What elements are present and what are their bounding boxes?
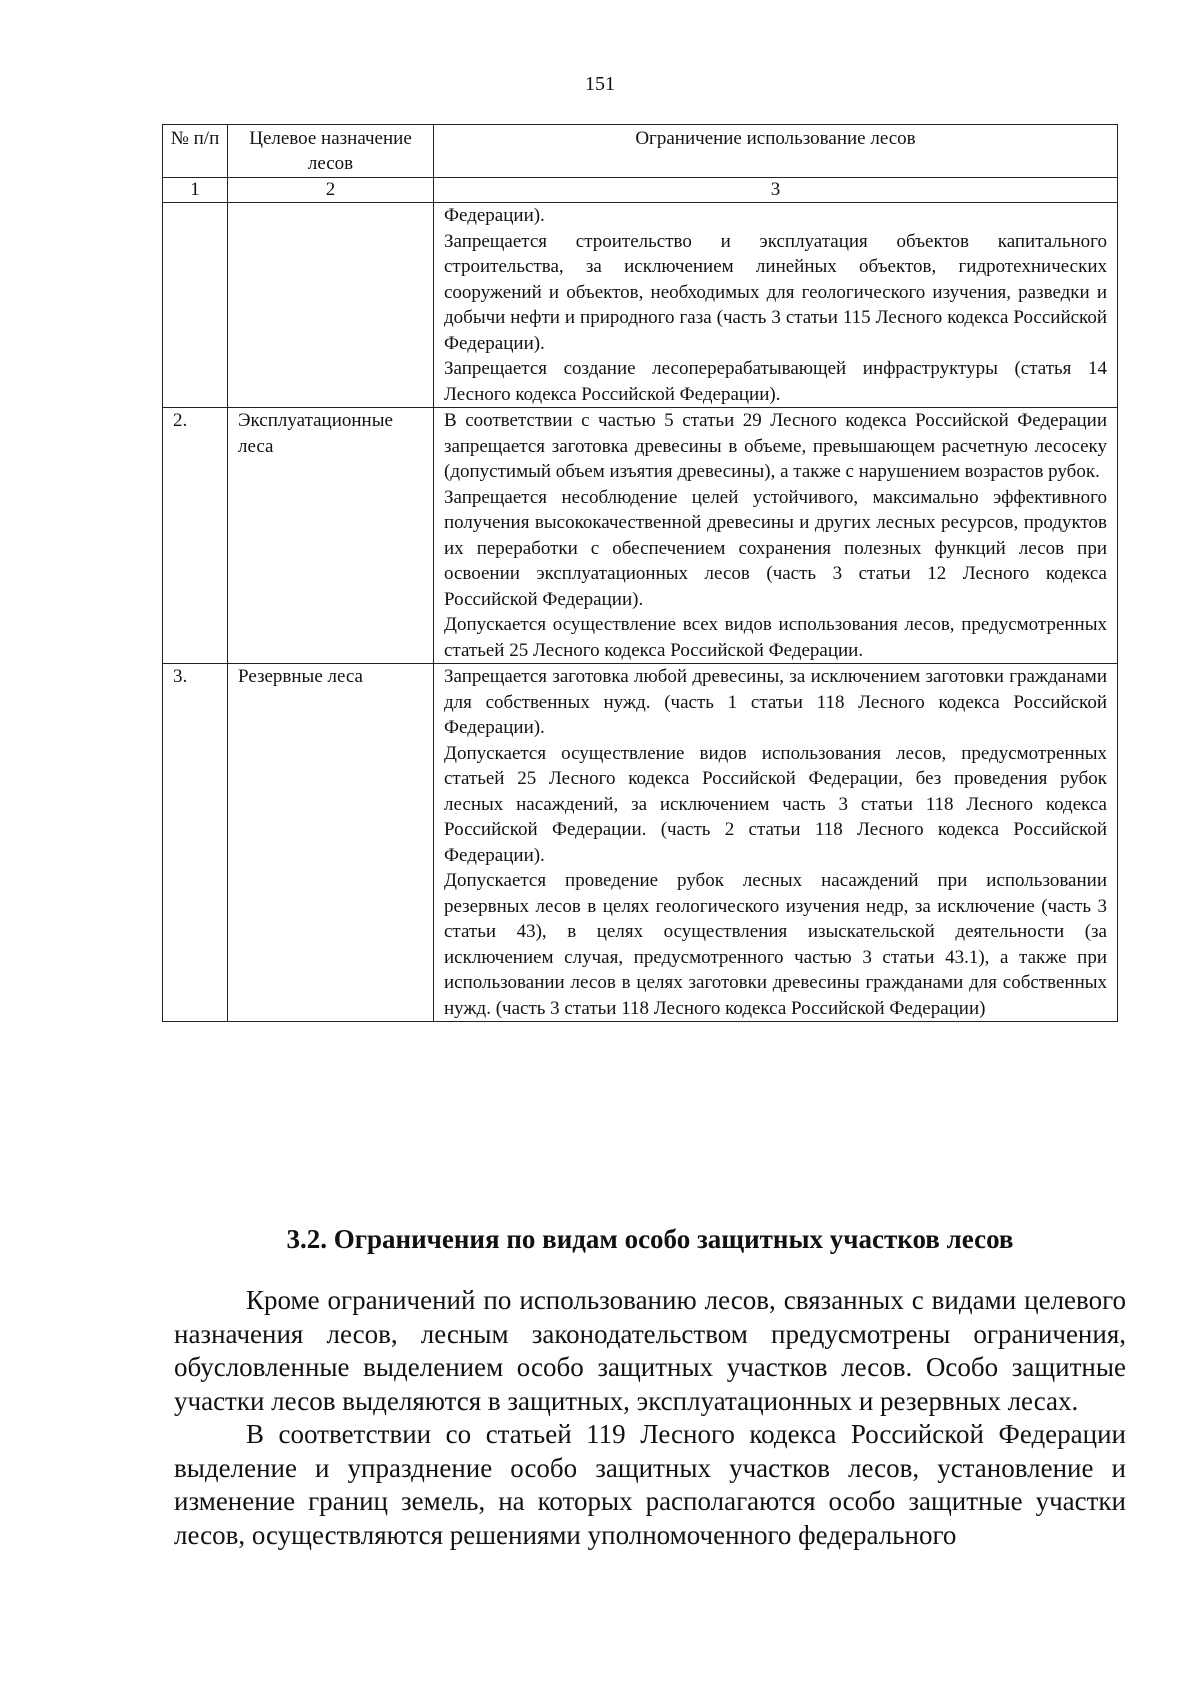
row-restrictions [434, 408, 1118, 664]
column-number-row [163, 178, 1118, 203]
restriction-paragraph: Федерации). [444, 205, 545, 226]
body-paragraph: В соответствии со статьей 119 Лесного кодекса Российской Федерации выделение и упразднение особо защитных участков лесов, установление и изменение границ земель, на которых располагаются особо защитные участки лесов, осуществляются решениями уполномоченного федерального [174, 1419, 1126, 1550]
table-header-row [163, 125, 1118, 178]
restriction-paragraph: Запрещается несоблюдение целей устойчивого, максимально эффективного получения высококачественной древесины и других лесных ресурсов, продуктов их переработки с обеспечением сохранения полезных функций лесов при освоении эксплуатационных лесов (часть 3 статьи 12 Лесного кодекса Российской Федерации). [444, 486, 1107, 610]
row-number: 3. [163, 664, 228, 1022]
restriction-paragraph: Запрещается создание лесоперерабатывающей инфраструктуры (статья 14 Лесного кодекса Российской Федерации). [444, 358, 1107, 405]
header-number: № п/п [163, 125, 228, 178]
page-number: 151 [585, 73, 615, 95]
restriction-paragraph: Допускается осуществление видов использования лесов, предусмотренных статьей 25 Лесного кодекса Российской Федерации, без проведения рубок лесных насаждений, за исключением часть 3 статьи 118 Лесного кодекса Российской Федерации. (часть 2 статьи 118 Лесного кодекса Российской Федерации). [444, 742, 1107, 866]
restriction-paragraph: Запрещается строительство и эксплуатация объектов капитального строительства, за исключением линейных объектов, гидротехнических сооружений и объектов, необходимых для геологического изучения, разведки и добычи нефти и природного газа (часть 3 статьи 115 Лесного кодекса Российской Федерации). [444, 230, 1107, 354]
table-row [163, 664, 1118, 1022]
row-restrictions [434, 664, 1118, 1022]
restriction-paragraph: В соответствии с частью 5 статьи 29 Лесного кодекса Российской Федерации запрещается заготовка древесины в объеме, превышающем расчетную лесосеку (допустимый объем изъятия древесины), а также с нарушением возрастов рубок. [444, 410, 1107, 482]
body-paragraph: Кроме ограничений по использованию лесов, связанных с видами целевого назначения лесов, лесным законодательством предусмотрены ограничения, обусловленные выделением особо защитных участков лесов. Особо защитные участки лесов выделяются в защитных, эксплуатационных и резервных лесах. [174, 1285, 1126, 1416]
row-number [163, 203, 228, 408]
header-restriction: Ограничение использование лесов [434, 125, 1118, 178]
column-number-3: 3 [434, 178, 1118, 203]
row-purpose: Резервные леса [228, 664, 434, 1022]
column-number-2: 2 [228, 178, 434, 203]
forest-restrictions-table [162, 124, 1118, 1022]
row-restrictions [434, 203, 1118, 408]
row-purpose: Эксплуатационные леса [228, 408, 434, 664]
restriction-paragraph: Запрещается заготовка любой древесины, за исключением заготовки гражданами для собственных нужд. (часть 1 статьи 118 Лесного кодекса Российской Федерации). [444, 666, 1107, 738]
header-purpose: Целевое назначение лесов [228, 125, 434, 178]
section-heading: 3.2. Ограничения по видам особо защитных участков лесов [286, 1224, 1014, 1254]
column-number-1: 1 [163, 178, 228, 203]
section-body [174, 1284, 1126, 1552]
row-number: 2. [163, 408, 228, 664]
restriction-paragraph: Допускается осуществление всех видов использования лесов, предусмотренных статьей 25 Лесного кодекса Российской Федерации. [444, 614, 1107, 661]
row-purpose [228, 203, 434, 408]
restriction-paragraph: Допускается проведение рубок лесных насаждений при использовании резервных лесов в целях геологического изучения недр, за исключение (часть 3 статьи 43), в целях осуществления изыскательской деятельности (за исключением случая, предусмотренного частью 3 статьи 43.1), а также при использовании лесов в целях заготовки древесины гражданами для собственных нужд. (часть 3 статьи 118 Лесного кодекса Российской Федерации) [444, 870, 1107, 1019]
table-row [163, 203, 1118, 408]
table-row [163, 408, 1118, 664]
